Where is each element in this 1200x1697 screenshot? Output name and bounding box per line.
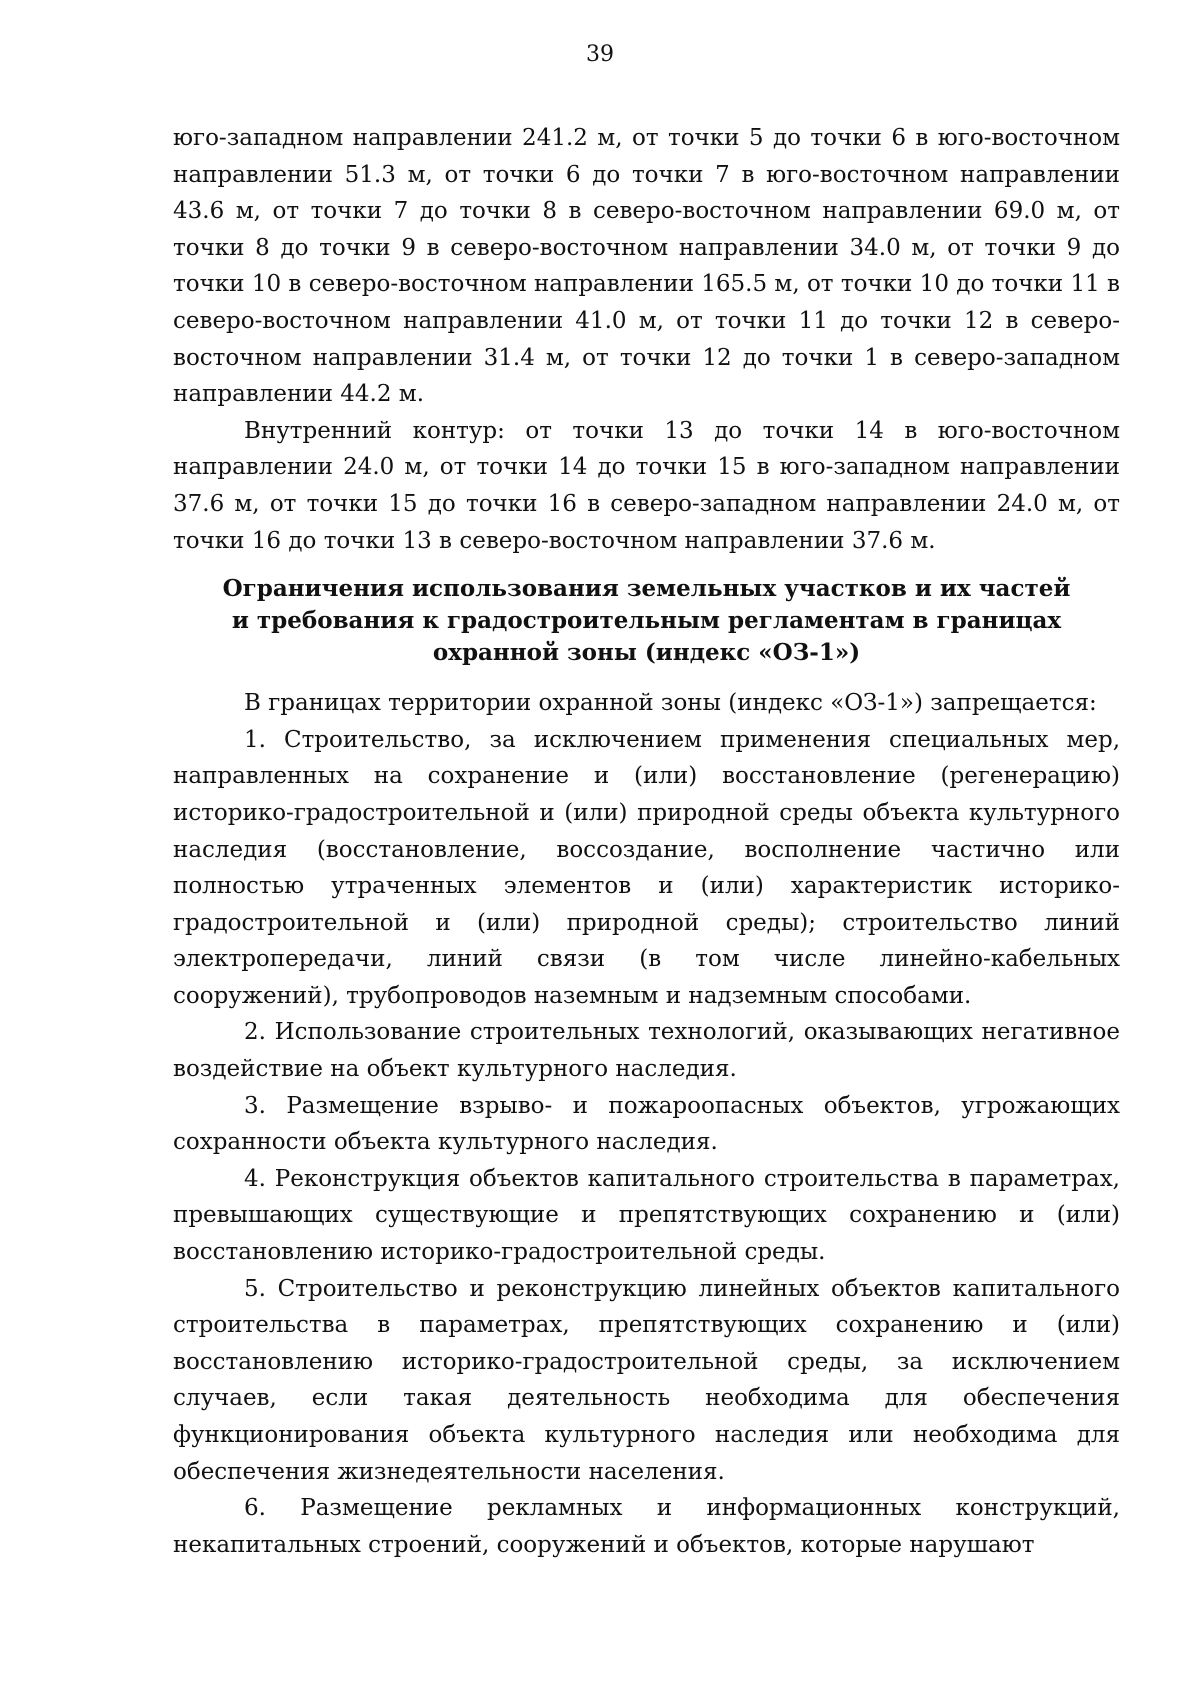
paragraph-prohibitions-intro: В границах территории охранной зоны (индекс «ОЗ-1») запрещается: [244,690,1097,717]
list-item-6: 6. Размещение рекламных и информационных конструкций, некапитальных строений, сооружений и объектов, которые нарушают [173,1495,1120,1558]
list-item-4: 4. Реконструкция объектов капитального строительства в параметрах, превышающих существующие и препятствующих сохранению и (или) восстановлению историко-градостроительной среды. [173,1165,1120,1266]
section-heading [173,573,1120,669]
document-body [173,120,1120,1563]
section-heading-line-3: охранной зоны (индекс «ОЗ-1») [432,639,861,667]
paragraph-outer-contour-continuation: юго-западном направлении 241.2 м, от точки 5 до точки 6 в юго-восточном направлении 51.3 м, от точки 6 до точки 7 в юго-восточном направлении 43.6 м, от точки 7 до точки 8 в северо-восточном направлении 69.0 м, от точки 8 до точки 9 в северо-восточном направлении 34.0 м, от точки 9 до точки 10 в северо-восточном направлении 165.5 м, от точки 10 до точки 11 в северо-восточном направлении 41.0 м, от точки 11 до точки 12 в северо-восточном направлении 31.4 м, от точки 12 до точки 1 в северо-западном направлении 44.2 м. [173,125,1120,408]
list-item-1: 1. Строительство, за исключением применения специальных мер, направленных на сохранение и (или) восстановление (регенерацию) историко-градостроительной и (или) природной среды объекта культурного наследия (восстановление, воссоздание, восполнение частично или полностью утраченных элементов и (или) характеристик историко-градостроительной и (или) природной среды); строительство линий электропередачи, линий связи (в том числе линейно-кабельных сооружений), трубопроводов наземным и надземным способами. [173,726,1120,1009]
list-item-5: 5. Строительство и реконструкцию линейных объектов капитального строительства в параметрах, препятствующих сохранению и (или) восстановлению историко-градостроительной среды, за исключением случаев, если такая деятельность необходима для обеспечения функционирования объекта культурного наследия или необходима для обеспечения жизнедеятельности населения. [173,1275,1120,1485]
list-item-3: 3. Размещение взрыво- и пожароопасных объектов, угрожающих сохранности объекта культурного наследия. [173,1092,1120,1156]
list-item-2: 2. Использование строительных технологий, оказывающих негативное воздействие на объект культурного наследия. [173,1019,1120,1083]
section-heading-line-1: Ограничения использования земельных участков и их частей [222,575,1071,603]
page-number: 39 [586,42,614,67]
section-heading-line-2: и требования к градостроительным регламентам в границах [231,607,1062,635]
paragraph-inner-contour: Внутренний контур: от точки 13 до точки 14 в юго-восточном направлении 24.0 м, от точки 14 до точки 15 в юго-западном направлении 37.6 м, от точки 15 до точки 16 в северо-западном направлении 24.0 м, от точки 16 до точки 13 в северо-восточном направлении 37.6 м. [173,417,1120,554]
